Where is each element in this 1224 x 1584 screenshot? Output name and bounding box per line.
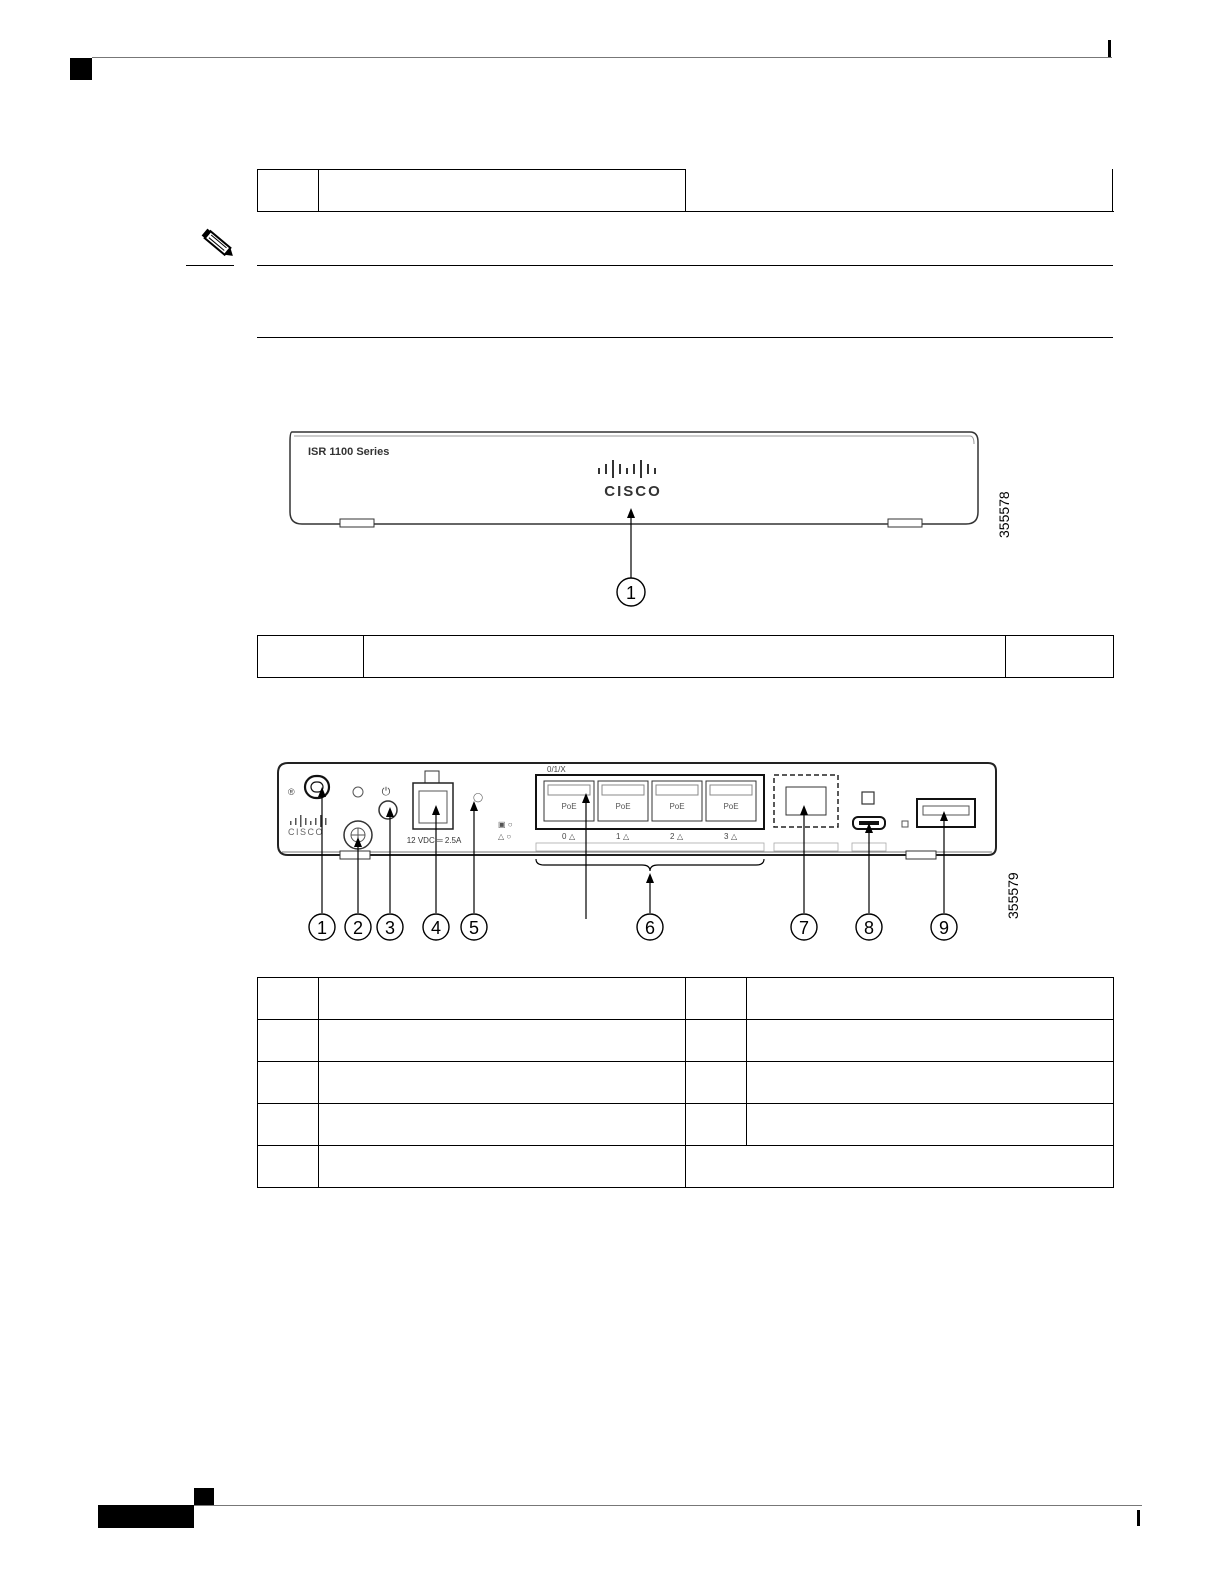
note-rule — [257, 265, 1113, 266]
table-row — [258, 1020, 1114, 1062]
table-cell — [686, 1062, 747, 1104]
table-cell — [258, 1020, 319, 1062]
table-cell — [319, 1062, 686, 1104]
note-rule — [257, 337, 1113, 338]
svg-text:▣ ○: ▣ ○ — [498, 820, 513, 829]
table-cell — [258, 1146, 319, 1188]
callout-5: 5 — [468, 918, 480, 938]
table-cell — [686, 170, 1114, 212]
poe-label: PoE — [615, 802, 631, 811]
callout-9: 9 — [938, 918, 950, 938]
callout-1: 1 — [625, 583, 637, 603]
port-number: 1 — [616, 832, 621, 841]
power-rating: 12 VDC ═ 2.5A — [406, 836, 462, 845]
svg-text:△: △ — [623, 832, 630, 841]
header-tick — [1108, 40, 1111, 57]
cisco-wordmark: CISCO — [604, 483, 662, 500]
callout-2: 2 — [352, 918, 364, 938]
pencil-note-icon — [198, 226, 238, 262]
svg-text:⏻: ⏻ — [381, 786, 391, 798]
table-cell — [319, 1104, 686, 1146]
table-cell — [686, 978, 747, 1020]
poe-port[interactable] — [598, 781, 648, 821]
table-row — [258, 1146, 1114, 1188]
table-cell — [747, 1104, 1114, 1146]
rear-figure-id: 355579 — [1005, 872, 1021, 919]
table-row — [258, 978, 1114, 1020]
poe-label: PoE — [669, 802, 685, 811]
svg-text:△ ○: △ ○ — [498, 832, 512, 841]
table-cell — [319, 170, 686, 212]
port-number: 0 — [562, 832, 567, 841]
poe-label: PoE — [561, 802, 577, 811]
footer-tick — [1137, 1510, 1140, 1526]
callout-4: 4 — [430, 918, 442, 938]
table-row — [258, 1062, 1114, 1104]
note-rule — [186, 265, 234, 266]
table-cell — [258, 1104, 319, 1146]
top-table — [257, 169, 1114, 212]
table-row — [258, 1104, 1114, 1146]
table-cell — [258, 636, 364, 678]
table-row — [258, 170, 1114, 212]
table-cell — [258, 978, 319, 1020]
svg-text:®: ® — [288, 787, 295, 797]
front-panel-figure — [280, 420, 1040, 620]
rear-callouts — [309, 914, 957, 940]
table-cell — [258, 1062, 319, 1104]
callout-8: 8 — [863, 918, 875, 938]
table-cell — [258, 170, 319, 212]
rear-panel-figure — [270, 755, 1030, 955]
table-cell — [686, 1020, 747, 1062]
port-number: 3 — [724, 832, 729, 841]
table-cell — [319, 1020, 686, 1062]
table-cell — [1006, 636, 1114, 678]
table-cell — [747, 1062, 1114, 1104]
rear-cisco-wordmark: CISCO — [287, 827, 325, 837]
table-cell — [319, 978, 686, 1020]
table-border — [1112, 169, 1113, 211]
front-callout-table — [257, 635, 1114, 678]
poe-label: PoE — [723, 802, 739, 811]
footer-rule — [194, 1505, 1142, 1506]
callout-7: 7 — [798, 918, 810, 938]
figure-id: 355578 — [996, 491, 1012, 538]
svg-text:△: △ — [677, 832, 684, 841]
poe-port[interactable] — [652, 781, 702, 821]
model-label: ISR 1100 Series — [308, 446, 390, 458]
port-number: 2 — [670, 832, 675, 841]
svg-text:△: △ — [569, 832, 576, 841]
svg-text:◯: ◯ — [473, 792, 484, 802]
poe-port[interactable] — [706, 781, 756, 821]
table-cell — [747, 978, 1114, 1020]
table-row — [258, 636, 1114, 678]
table-cell — [686, 1104, 747, 1146]
header-marker — [70, 58, 92, 80]
header-rule — [92, 57, 1112, 58]
port-group-label: 0/1/X — [547, 765, 566, 774]
table-cell — [747, 1020, 1114, 1062]
table-cell — [364, 636, 1006, 678]
table-cell — [686, 1146, 1114, 1188]
callout-1: 1 — [316, 918, 328, 938]
svg-text:△: △ — [731, 832, 738, 841]
footer-marker — [194, 1488, 214, 1505]
rear-callout-table — [257, 977, 1114, 1188]
table-cell — [319, 1146, 686, 1188]
callout-6: 6 — [644, 918, 656, 938]
callout-3: 3 — [384, 918, 396, 938]
footer-bar — [98, 1505, 194, 1528]
